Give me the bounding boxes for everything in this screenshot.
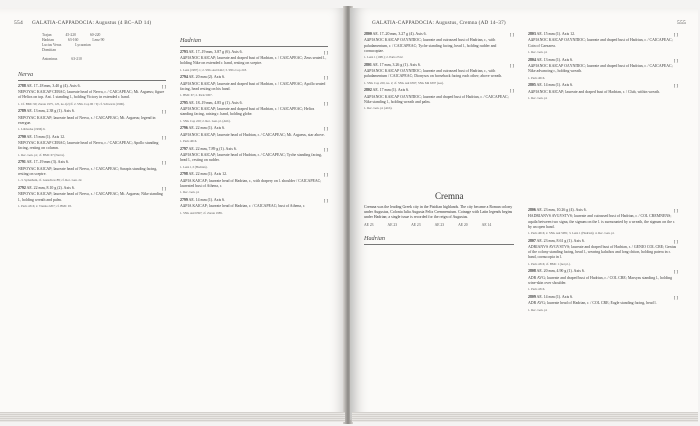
entry-bracket: [ ] [323, 100, 328, 106]
entry-heading: AE. 15 mm (1). Axis 12. [26, 134, 66, 139]
entry-description: NEPOYAC KAICAP; laureate head of Nerva, r. / CAICAPEAC; Sarapis standing facing, resting on sceptre. [18, 166, 158, 176]
entry-number: 2793 [180, 49, 188, 54]
entry-number: 2796 [180, 126, 188, 131]
entry-heading: AE. 13 mm, 2.38 g (1). Axis 6. [26, 109, 75, 114]
entry-bracket: [ ] [161, 160, 166, 166]
entry-references: 1. Lenz 1 (1981); 2. Paris 2312. [364, 55, 404, 60]
entry-number: 2802 [364, 88, 372, 93]
entry-references: 1. Paris 4016; 2. SNG Aul 5081; 3. Lenz 1 (Hadrian); 4. Rec. Gen. pl. [528, 231, 615, 236]
section-hadrian-left: Hadrian [180, 37, 201, 44]
catalog-entry [18, 135, 166, 157]
entry-bracket: [ ] [673, 83, 678, 89]
entry-bracket: [ ] [509, 88, 514, 94]
entry-number: 2808 [528, 269, 536, 274]
entry-description: NEPOYAC KAICAP; laureate head of Nerva, r. / CAICAPEAC; Mt. Argaeus; legend in exergue. [18, 115, 156, 125]
entry-number: 2797 [180, 146, 188, 151]
entry-description: AΔPIA KAICAP; laureate head of Hadrian, r., with drapery on l. shoulder / CAICAPEAC; laureated bust of Athena, r. [180, 178, 322, 188]
entry-number: 2791 [18, 160, 26, 165]
entry-heading: AE. 17–19 mm (3). Axis 6. [26, 160, 69, 165]
entry-number: 2804 [528, 57, 536, 62]
entry-references: 1. Paris 4316. [528, 287, 546, 292]
catalog-entry [18, 160, 166, 182]
entry-references: 1. SNG Cop 220, no. 2; cf. SNG Aul 6397; SNG Mü 6397 (see). [364, 80, 444, 85]
catalog-entry [18, 109, 166, 131]
entry-heading: AE. 22 mm (1). Axis 6. [188, 126, 226, 131]
entry-description: AΔPIANOC KAICAP OΛYNΠIOC; laureate and draped bust of Hadrian, r. / CAICAPEAC; Nike standing l., holding wreath and palm. [364, 94, 509, 104]
entry-bracket: [ ] [323, 197, 328, 203]
entry-heading: AE. 14 mm (1). Axis 6. [536, 83, 574, 88]
entry-heading: AE. 17–20 mm, 3.27 g (4). Axis 6. [372, 32, 427, 36]
entry-description: AΔPIANOC KAICAP; laureate and draped bust of Hadrian, r. / CAICAPEAC; Zeus seated l., holding Nike on extended r. hand, resting on sceptre. [180, 56, 327, 66]
right-page [350, 8, 698, 420]
entry-heading: AE. 22 mm, 7.89 g (1). Axis 6. [188, 146, 237, 151]
entry-description: ADRIANVS AVGVSTVS; laureate and draped bust of Hadrian, r. / GENIO COL CRE; Genius of the colony standing facing, head l., wearing kalathos and long chiton, holding patera in r. hand, cornucopia in l. [528, 245, 677, 260]
catalog-entry [180, 198, 328, 215]
entry-bracket: [ ] [323, 126, 328, 132]
entry-description: AΔPIANOC KAICAP OΛYNΠIOC; laureate and draped bust of Hadrian, r. / CAICAPEAC; Coin of Caesarea. [528, 38, 673, 48]
right-column-3 [528, 208, 678, 315]
entry-references: 1. Paris 4016. [180, 139, 198, 144]
entry-heading: AE. 22 mm (1). Axis 12. [188, 172, 228, 177]
entry-number: 2799 [180, 197, 188, 202]
cremna-intro: Cremna was the leading Greek city in the Pisidian highlands. The city became a Roman colony under Augustus, Colonia Iulia Augusta Felix Cremnensium. Coinage with Latin legends begins under Hadrian; a single issue is recorded for the reign of Augustus. AE 23 AE 23 AE 23 AE 23 AE 20 AE 14 Hadrian [364, 205, 513, 243]
entry-bracket: [ ] [323, 75, 328, 81]
entry-references: 1. Paris 4016. [528, 75, 546, 80]
entry-description: AΔPIANOC KAICAP; laureate and draped bust of Hadrian, r. / CAICAPEAC; Apollo seated facing, head resting on his hand. [180, 81, 326, 91]
entry-bracket: [ ] [673, 238, 678, 244]
entry-references: 1. Paris 4316; cf. BMC 1 (not pl.). [528, 261, 571, 266]
left-page [0, 8, 346, 420]
entry-description: AΔPIANOC KAICAP OΛYNΠIOC; laureate and draped bust of Hadrian, r. / CAICAPEAC; Nike advancing r., holding wreath. [528, 64, 673, 74]
entry-bracket: [ ] [673, 57, 678, 63]
catalog-entry [18, 84, 166, 106]
right-running-title: GALATIA-CAPPADOCIA: Augustus, Cremna (AD 14–37) [372, 20, 506, 26]
entry-description: HADRIANVS AVGVSTVS; laureate and cuirassed bust of Hadrian, r. / COL CREMNENS; aquila between two signa, the signum on the l. is surmounted by a wreath, the signum on the r. by an open hand. [528, 214, 675, 229]
entry-description: ADR AVG; laureate head of Hadrian, r. / COL CRE; Eagle standing facing, head l. [528, 301, 657, 306]
entry-description: AΔPIANOC KAICAP; laureate head of Hadrian, r. / CAICAPEAC; Mt. Argaeus, star above. [180, 132, 325, 137]
left-column-1 [18, 70, 166, 212]
entry-number: 2798 [180, 172, 188, 177]
entry-bracket: [ ] [161, 83, 166, 89]
entry-heading: AE. 15 mm (1). Axis 12. [536, 32, 576, 36]
entry-heading: AE. 20 mm, 4.90 g (1). Axis 6. [536, 269, 585, 274]
section-nerva: Nerva [18, 71, 34, 78]
left-page-number: 554 [14, 20, 23, 26]
entry-number: 2803 [528, 32, 536, 36]
entry-number: 2806 [528, 208, 536, 212]
entry-references: 1. BMC 67; 2. Paris 5007. [180, 93, 213, 98]
entry-description: NEPOYAC KAICAP; laureate head of Nerva, r. / CAICAPEAC; Mt. Argaeus; Nike standing l., holding wreath and palm. [18, 192, 163, 202]
entry-bracket: [ ] [323, 146, 328, 152]
left-running-title: GALATIA-CAPPADOCIA: Augustus (4 BC–AD 14) [31, 20, 152, 26]
catalog-entry [180, 147, 328, 169]
entry-references: 1. SNG Aul 6397; cf. Zarate 1985. [180, 210, 223, 215]
entry-heading: AE. 17–19 mm, 3.87 g (6). Axis 6. [188, 49, 243, 54]
entry-bracket: [ ] [161, 185, 166, 191]
catalog-entry [528, 32, 678, 54]
right-column-1 [364, 32, 514, 114]
left-running-head [14, 20, 151, 26]
entry-heading: AE. 18–19 mm, 4.85 g (1). Axis 6. [188, 100, 243, 105]
catalog-entry [528, 239, 678, 266]
entry-number: 2789 [18, 109, 26, 114]
entry-bracket: [ ] [323, 49, 328, 55]
section-hadrian-right: Hadrian [364, 235, 385, 243]
entry-bracket: [ ] [673, 32, 678, 37]
entry-references: 1. Rec. Gen. pl. (Abb). [364, 106, 393, 111]
catalog-entry [180, 101, 328, 123]
left-column-2 [180, 36, 328, 218]
entry-number: 2795 [180, 100, 188, 105]
catalog-entry [528, 208, 678, 235]
entry-description: ADR AVG; laureate and draped bust of Hadrian, r. / COL CRE; Marsyas standing l., holding wine-skin over shoulder. [528, 275, 673, 285]
right-page-edges [352, 412, 698, 422]
entry-description: AΔPIANOC KAICAP; laureate and draped bust of Hadrian, r. / Club, within wreath. [528, 89, 660, 94]
cremna-heading: Cremna [435, 191, 464, 201]
entry-bracket: [ ] [509, 62, 514, 68]
entry-heading: AE. 23 mm, 8.61 g (1). Axis 6. [536, 238, 585, 243]
entry-references: 1. SNG Cop 220; 2. Rec. Gen. pl. (Abb). [180, 118, 231, 123]
cremna-denomination-table: AE 23 AE 23 AE 23 AE 23 AE 20 AE 14 [364, 223, 492, 228]
entry-references: 1. Rec. Gen. pl. [528, 96, 548, 101]
entry-number: 2788 [18, 83, 26, 88]
entry-heading: AE. 23 mm, 10.26 g (4). Axis 6. [536, 208, 587, 212]
right-column-2 [528, 32, 678, 104]
catalog-entry [528, 295, 678, 312]
entry-references: 1. Rec. Gen. pl. [528, 50, 548, 55]
catalog-entry [18, 186, 166, 208]
entry-bracket: [ ] [673, 294, 678, 300]
entry-references: 1. Rec. Gen. pl. [180, 190, 200, 195]
entry-references: 1. Rec. Gen. pl. [528, 307, 548, 312]
entry-references: 1. Lenz (1987) 1; 2. SNG Aul 6422; 3. SNG Cop 218. [180, 67, 247, 72]
entry-description: NEPOYAC KAICAP CEBAC; laureate head of Nerva, r. / CAICAPEAC; Apollo standing facing, resting on column. [18, 141, 159, 151]
entry-description: NEPOYAC KAICAP CEBAC; laureate head of Nerva, r. / CAICAPEAC; Mt. Argaeus; figure of Helios on top. Ant. 1 standing l., holding Victory in extended r. hand. [18, 90, 165, 100]
entry-heading: AE. 17–18 mm, 3.40 g (4). Axis 6. [26, 83, 81, 88]
left-page-edges [0, 412, 345, 422]
entry-number: 2800 [364, 32, 372, 36]
entry-references: 1. Cf. BMC 90; Zarate 1975, 125, no.1(2) ff. 2. SNG Cop 90 / Ty cf. Schwartz (1996). [18, 101, 125, 106]
entry-description: AΔPIANOC KAICAP; laureate and draped bust of Hadrian, r. / CAICAPEAC; Helios standing facing, raising r. hand, holding globe. [180, 107, 315, 117]
entry-description: AΔPIA KAICAP; laureate head of Hadrian, r. / CAICAPEAC; bust of Athena, r. [180, 204, 306, 209]
entry-number: 2794 [180, 75, 188, 80]
catalog-entry [180, 172, 328, 194]
entry-references: 1. Rec. Gen. pl.; cf. BMC 67 (Nerva). [18, 152, 65, 157]
catalog-entry [180, 50, 328, 72]
catalog-entry [180, 126, 328, 143]
catalog-entry [364, 63, 514, 85]
entry-heading: AE. 13 mm (1). Axis 6. [536, 57, 574, 62]
catalog-entry [180, 75, 328, 97]
entry-references: 1–3. Sydenham, cf. Ganschow 88; cf. Rec. Gen. 22. [18, 178, 83, 183]
entry-references: 1. Lenz 1,3 (Hadrian). [180, 164, 208, 169]
right-running-head [372, 20, 506, 26]
catalog-entry [528, 269, 678, 291]
left-summary-table: Trajan 45-220 60-220 Hadrian 63-160 Lenz 90 Lucius Verus Lycaonian Domitian Antoninus 63-210 [42, 33, 105, 62]
catalog-entry [528, 83, 678, 100]
entry-description: AΔPIANOC KAICAP OΛYNΠIOC; laureate and cuirassed bust of Hadrian, r., with paludamentum, r. / CAICAPEAC; Tyche standing facing, head l., holding rudder and cornucopiae. [364, 38, 497, 53]
entry-number: 2805 [528, 83, 536, 88]
entry-heading: AE. 17 mm (1). Axis 6. [372, 88, 410, 93]
catalog-entry [528, 58, 678, 80]
entry-heading: AE. 14 mm (1). Axis 6. [536, 294, 574, 299]
catalog-entry [364, 88, 514, 110]
entry-bracket: [ ] [161, 134, 166, 140]
entry-bracket: [ ] [323, 172, 328, 178]
entry-heading: AE. 14 mm (1). Axis 6. [188, 197, 226, 202]
entry-heading: AE. 22 mm, 8.10 g (2). Axis 6. [26, 185, 75, 190]
entry-references: 1. Paris 4316; 2. Vienna 2207; cf. BMC 93. [18, 204, 72, 208]
entry-heading: AE. 20 mm (2). Axis 6. [188, 75, 226, 80]
entry-description: AΔPIANOC KAICAP; laureate head of Hadrian, r. / CAICAPEAC; Tyche standing facing, head l., resting on rudder. [180, 153, 322, 163]
entry-heading: AE. 17 mm, 3.26 g (1). Axis 6. [372, 62, 421, 67]
right-page-number: 555 [677, 20, 686, 26]
entry-bracket: [ ] [673, 269, 678, 275]
entry-number: 2809 [528, 294, 536, 299]
entry-references: 1. Löbbecke (1996) 6. [18, 127, 46, 132]
entry-bracket: [ ] [161, 109, 166, 115]
entry-description: AΔPIANOC KAICAP OΛYNΠIOC; laureate and cuirassed bust of Hadrian, r., with paludamentum / CAICAPEAC; Dionysos on horseback facing each other; above wreath. [364, 69, 503, 79]
entry-number: 2801 [364, 62, 372, 67]
entry-number: 2807 [528, 238, 536, 243]
entry-number: 2792 [18, 185, 26, 190]
catalog-entry [364, 32, 514, 59]
entry-bracket: [ ] [509, 32, 514, 37]
entry-bracket: [ ] [673, 208, 678, 213]
entry-number: 2790 [18, 134, 26, 139]
